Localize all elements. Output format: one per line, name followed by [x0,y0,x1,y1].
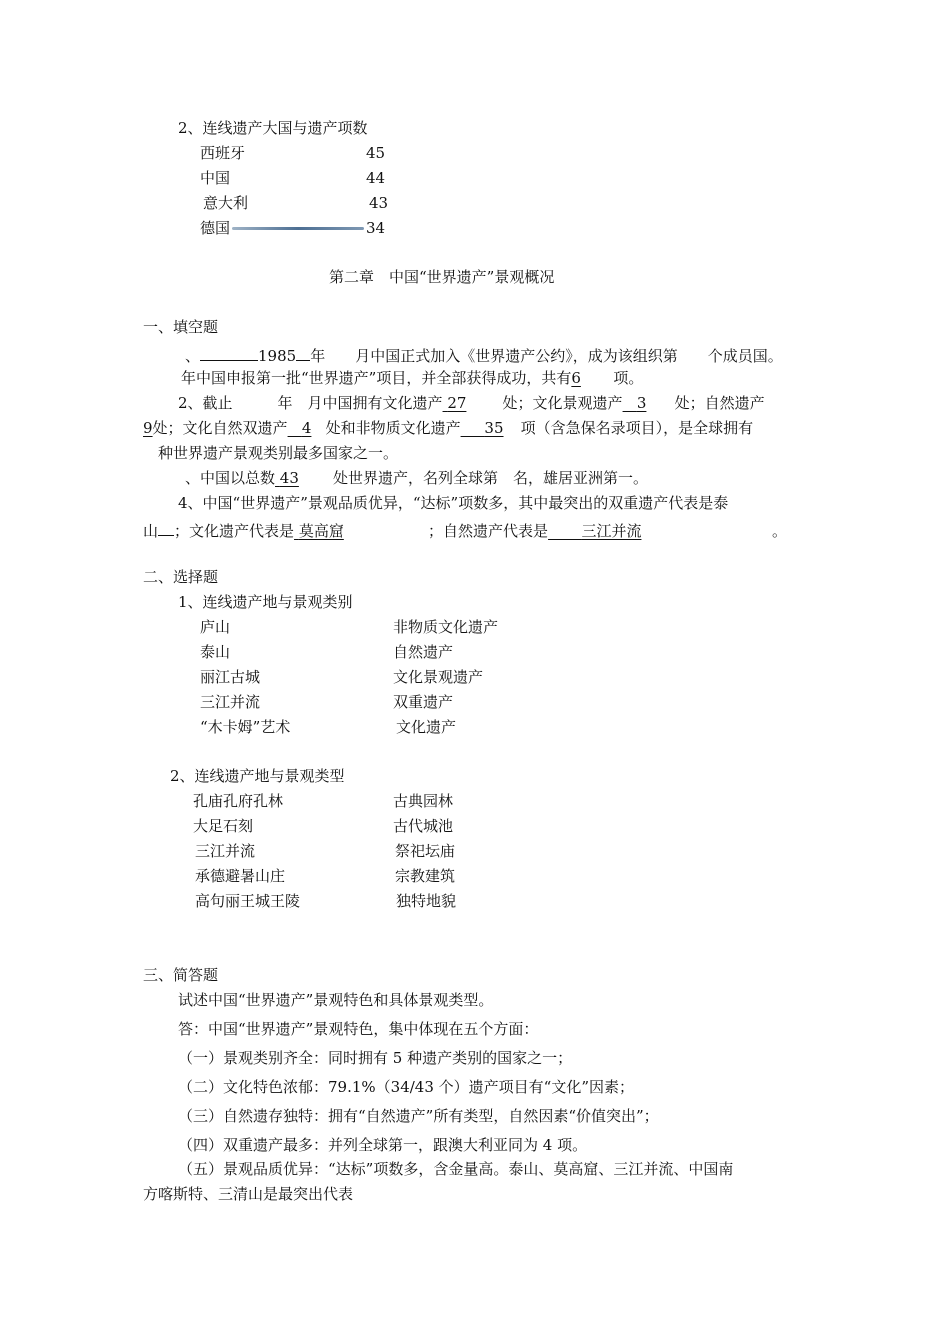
fill-q4-line2 [143,521,787,539]
choice-q2-right: 独特地貌 [396,892,457,910]
choice-q2-right: 宗教建筑 [395,867,456,885]
answer: 27 [447,394,467,412]
short-answer-point: （四）双重遗产最多：并列全球第一，跟澳大利亚同为 4 项。 [178,1136,588,1154]
text: 年中国申报第一批“世界遗产”项目，并全部获得成功，共有 [181,369,572,387]
text: 、 [185,347,201,365]
choice-q2-left: 大足石刻 [193,817,254,835]
text: 2、截止 年 月中国拥有文化遗产 [178,394,443,412]
text: 处；自然遗产 [674,394,765,412]
blank [296,346,310,361]
answer: 3 [636,394,647,412]
choice-q1-right: 文化景观遗产 [393,668,484,686]
intro-country: 德国 [200,219,231,237]
choice-q1-right: 自然遗产 [393,643,454,661]
text: 处；文化自然双遗产 [152,419,288,437]
choice-q1-title: 1、连线遗产地与景观类别 [178,593,353,611]
choice-q2-left: 承德避暑山庄 [195,867,286,885]
text: 、中国以总数 [185,469,276,487]
text: 项。 [613,369,644,387]
text: 处和非物质文化遗产 [325,419,461,437]
section-heading-choice: 二、选择题 [143,568,219,586]
blank [200,346,258,361]
choice-q1-left: 丽江古城 [200,668,261,686]
choice-q1-left: 庐山 [200,618,231,636]
intro-country: 中国 [200,169,231,187]
intro-country: 意大利 [203,194,249,212]
choice-q1-right: 文化遗产 [396,718,457,736]
choice-q2-left: 三江并流 [195,842,256,860]
choice-q1-right: 非物质文化遗产 [393,618,499,636]
chapter-title: 第二章 中国“世界遗产”景观概况 [329,268,555,286]
text: ；文化遗产代表是 [174,522,295,540]
fill-q4-line1: 4、中国“世界遗产”景观品质优异，“达标”项数多，其中最突出的双重遗产代表是泰 [178,494,729,512]
short-answer-point: （三）自然遗存独特：拥有“自然遗产”所有类型，自然因素“价值突出”； [178,1107,659,1125]
answer: 4 [301,419,312,437]
fill-q3-line [185,471,648,486]
text: 处世界遗产，名列全球第 名，雄居亚洲第一。 [333,469,649,487]
answer: 莫高窟 [298,522,344,540]
short-answer-point: （五）景观品质优异：“达标”项数多，含金量高。泰山、莫高窟、三江并流、中国南 [178,1160,734,1178]
text: ；自然遗产代表是 [428,522,549,540]
short-answer-point-cont: 方喀斯特、三清山是最突出代表 [143,1185,354,1203]
choice-q2-right: 古代城池 [393,817,454,835]
choice-q2-right: 古典园林 [393,792,454,810]
fill-q2-line3: 种世界遗产景观类别最多国家之一。 [158,444,399,462]
intro-country: 西班牙 [200,144,246,162]
short-answer-point: （一）景观类别齐全：同时拥有 5 种遗产类别的国家之一； [178,1049,573,1067]
text: 年 月中国正式加入《世界遗产公约》，成为该组织第 个成员国。 [310,347,783,365]
choice-q2-left: 孔庙孔府孔林 [193,792,284,810]
choice-q1-left: 泰山 [200,643,231,661]
short-question: 试述中国“世界遗产”景观特色和具体景观类型。 [178,991,494,1009]
choice-q2-title: 2、连线遗产地与景观类型 [170,767,345,785]
connecting-line [232,227,364,230]
section-heading-fill: 一、填空题 [143,318,219,336]
intro-title: 2、连线遗产大国与遗产项数 [178,119,368,137]
blank [158,521,174,536]
fill-q2-line2 [143,421,753,436]
choice-q2-right: 祭祀坛庙 [395,842,456,860]
answer: 1985 [258,347,297,365]
intro-count: 34 [366,219,386,237]
text: 。 [772,522,788,540]
intro-count: 43 [369,194,389,212]
fill-q1-line2 [181,371,643,386]
intro-count: 44 [366,169,386,187]
section-heading-short: 三、简答题 [143,966,219,984]
choice-q2-left: 高句丽王城王陵 [195,892,301,910]
short-answer-intro: 答：中国“世界遗产”景观特色，集中体现在五个方面： [178,1020,539,1038]
fill-q1-line1 [185,346,783,364]
answer: 三江并流 [581,522,642,540]
answer: 43 [279,469,299,487]
text: 山 [143,522,159,540]
choice-q1-left: “木卡姆”艺术 [200,718,291,736]
answer: 35 [484,419,504,437]
text: 项（含急保名录项目），是全球拥有 [520,419,754,437]
choice-q1-left: 三江并流 [200,693,261,711]
short-answer-point: （二）文化特色浓郁：79.1%（34/43 个）遗产项目有“文化”因素； [178,1078,634,1096]
answer: 6 [571,369,581,387]
text: 处；文化景观遗产 [502,394,623,412]
fill-q2-line1 [178,396,765,411]
intro-count: 45 [366,144,386,162]
answer: 9 [143,419,153,437]
choice-q1-right: 双重遗产 [393,693,454,711]
